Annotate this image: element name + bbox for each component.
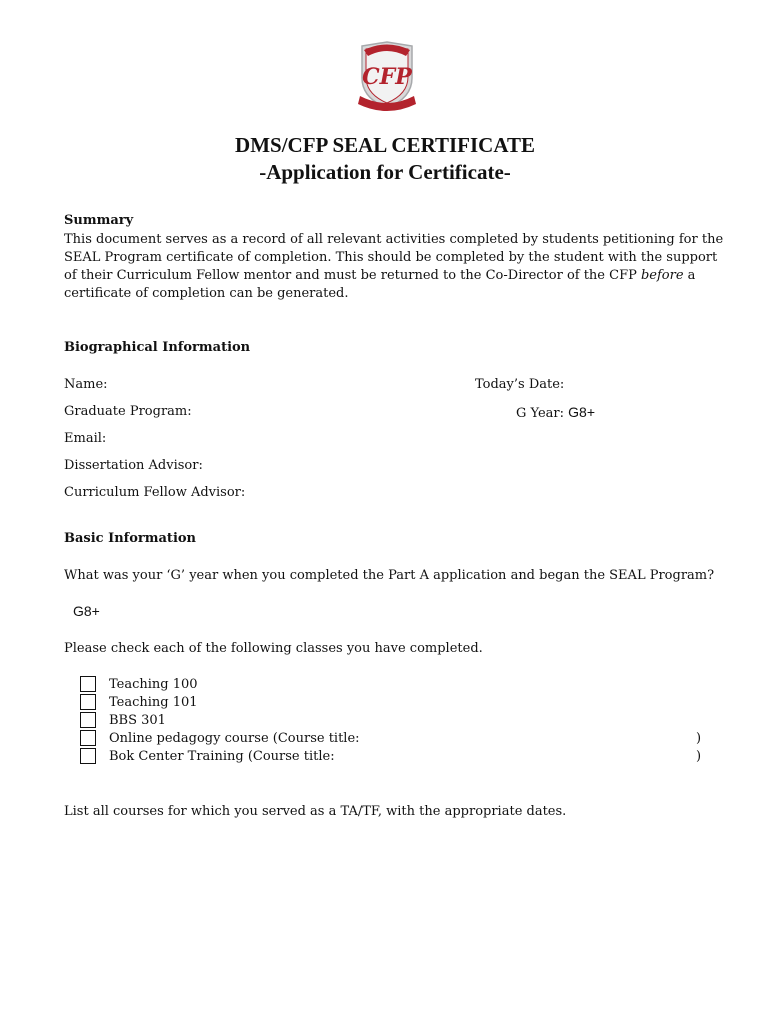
g-year-label: G Year: bbox=[516, 406, 565, 421]
dissertation-advisor-label: Dissertation Advisor: bbox=[64, 458, 203, 473]
checkbox-bok-center[interactable] bbox=[80, 748, 96, 764]
todays-date-label: Today’s Date: bbox=[475, 377, 565, 392]
name-label: Name: bbox=[64, 377, 108, 392]
seal-logo-icon bbox=[356, 40, 418, 112]
svg-text:CFP: CFP bbox=[362, 64, 412, 90]
bio-heading: Biographical Information bbox=[64, 340, 251, 355]
summary-line-part: of their Curriculum Fellow mentor and must be returned to the Co-Director of the CFP bbox=[64, 268, 641, 283]
g-year-value[interactable]: G8+ bbox=[568, 404, 596, 420]
basic-heading: Basic Information bbox=[64, 531, 196, 546]
g-year-answer-field[interactable]: G8+ bbox=[73, 603, 100, 619]
checkbox-teaching-101[interactable] bbox=[80, 694, 96, 710]
checkbox-teaching-100[interactable] bbox=[80, 676, 96, 692]
page-subtitle: -Application for Certificate- bbox=[259, 160, 511, 184]
class-label-teaching-101: Teaching 101 bbox=[109, 695, 198, 710]
class-label-bbs-301: BBS 301 bbox=[109, 713, 166, 728]
summary-line-end: a bbox=[683, 268, 696, 283]
online-pedagogy-close-paren: ) bbox=[696, 731, 702, 746]
class-label-bok-center: Bok Center Training (Course title: bbox=[109, 749, 335, 764]
summary-line: This document serves as a record of all relevant activities completed by students petitioning for the bbox=[64, 232, 724, 247]
curriculum-fellow-advisor-label: Curriculum Fellow Advisor: bbox=[64, 485, 246, 500]
summary-line: certificate of completion can be generated. bbox=[64, 286, 349, 301]
email-label: Email: bbox=[64, 431, 107, 446]
bok-center-close-paren: ) bbox=[696, 749, 702, 764]
summary-text bbox=[64, 231, 724, 303]
page-title: DMS/CFP SEAL CERTIFICATE bbox=[235, 133, 535, 157]
g-year-field[interactable] bbox=[516, 403, 595, 423]
summary-emphasis: before bbox=[640, 268, 684, 283]
g-year-question: What was your ‘G’ year when you completed the Part A application and began the SEAL Program? bbox=[64, 568, 715, 583]
class-label-online-pedagogy: Online pedagogy course (Course title: bbox=[109, 731, 360, 746]
graduate-program-label: Graduate Program: bbox=[64, 404, 192, 419]
classes-prompt: Please check each of the following classes you have completed. bbox=[64, 641, 483, 656]
summary-line bbox=[64, 267, 709, 285]
ta-courses-prompt: List all courses for which you served as a TA/TF, with the appropriate dates. bbox=[64, 804, 567, 819]
summary-line: SEAL Program certificate of completion. This should be completed by the student with the support bbox=[64, 250, 718, 265]
checkbox-online-pedagogy[interactable] bbox=[80, 730, 96, 746]
summary-heading: Summary bbox=[64, 213, 134, 228]
class-label-teaching-100: Teaching 100 bbox=[109, 677, 198, 692]
checkbox-bbs-301[interactable] bbox=[80, 712, 96, 728]
